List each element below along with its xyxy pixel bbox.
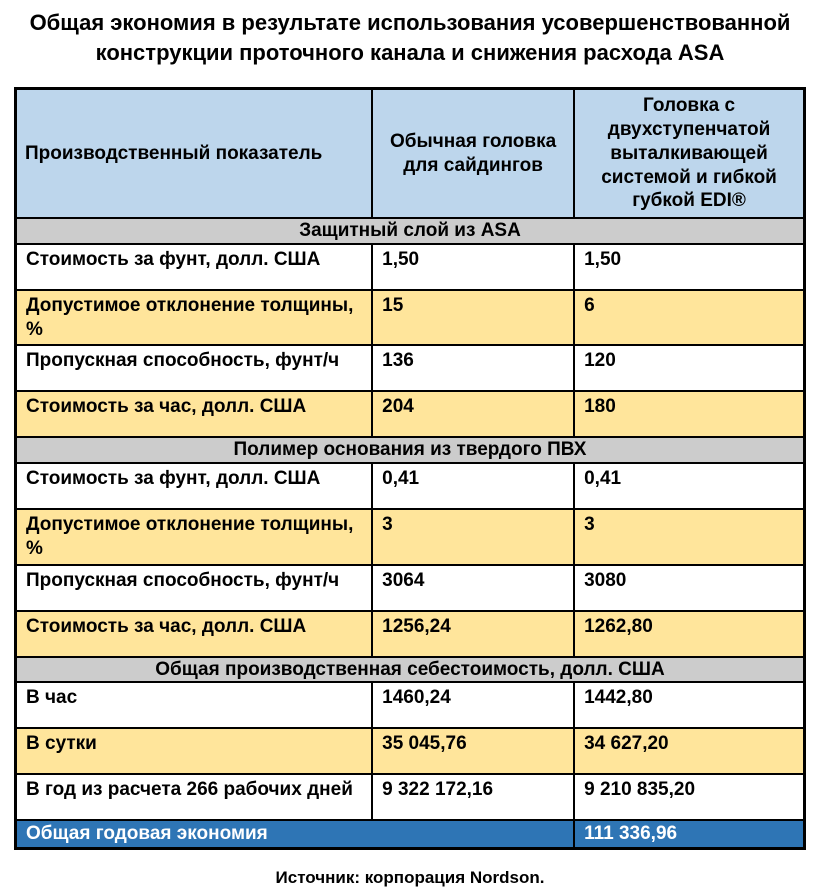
column-header-indicator: Производственный показатель [16, 89, 373, 218]
edi-value: 1262,80 [574, 611, 804, 657]
total-value: 111 336,96 [574, 820, 804, 848]
header-row [16, 89, 805, 218]
conventional-value: 1460,24 [372, 682, 574, 728]
total-label: Общая годовая экономия [16, 820, 575, 848]
conventional-value: 1256,24 [372, 611, 574, 657]
section-title: Полимер основания из твердого ПВХ [16, 437, 805, 463]
row-label: Допустимое отклонение толщины, % [16, 290, 373, 346]
edi-value: 0,41 [574, 463, 804, 509]
table-row [16, 611, 805, 657]
section-title: Защитный слой из ASA [16, 218, 805, 244]
section-header-row [16, 657, 805, 683]
table-row [16, 391, 805, 437]
table-row [16, 345, 805, 391]
savings-table [14, 87, 806, 850]
table-row [16, 244, 805, 290]
edi-value: 34 627,20 [574, 728, 804, 774]
row-label: Пропускная способность, фунт/ч [16, 345, 373, 391]
edi-value: 1442,80 [574, 682, 804, 728]
section-header-row [16, 218, 805, 244]
conventional-value: 15 [372, 290, 574, 346]
conventional-value: 136 [372, 345, 574, 391]
table-row [16, 682, 805, 728]
column-header-edi-head: Головка с двухступенчатой выталкивающей системой и гибкой губкой EDI® [574, 89, 804, 218]
conventional-value: 9 322 172,16 [372, 774, 574, 820]
conventional-value: 1,50 [372, 244, 574, 290]
conventional-value: 3064 [372, 565, 574, 611]
column-header-conventional-head: Обычная головка для сайдингов [372, 89, 574, 218]
edi-value: 3 [574, 509, 804, 565]
conventional-value: 204 [372, 391, 574, 437]
row-label: В сутки [16, 728, 373, 774]
row-label: Допустимое отклонение толщины, % [16, 509, 373, 565]
page-title: Общая экономия в результате использования усовершенствованной конструкции проточного канала и снижения расхода ASA [29, 10, 791, 65]
edi-value: 3080 [574, 565, 804, 611]
table-row [16, 463, 805, 509]
edi-value: 9 210 835,20 [574, 774, 804, 820]
source-note: Источник: корпорация Nordson. [275, 868, 545, 888]
table-row [16, 728, 805, 774]
row-label: Стоимость за час, долл. США [16, 391, 373, 437]
section-header-row [16, 437, 805, 463]
row-label: Пропускная способность, фунт/ч [16, 565, 373, 611]
table-row [16, 509, 805, 565]
table-row [16, 565, 805, 611]
total-row [16, 820, 805, 848]
section-title: Общая производственная себестоимость, долл. США [16, 657, 805, 683]
edi-value: 120 [574, 345, 804, 391]
edi-value: 1,50 [574, 244, 804, 290]
row-label: Стоимость за фунт, долл. США [16, 244, 373, 290]
row-label: Стоимость за фунт, долл. США [16, 463, 373, 509]
table-row [16, 290, 805, 346]
table-row [16, 774, 805, 820]
row-label: В час [16, 682, 373, 728]
conventional-value: 35 045,76 [372, 728, 574, 774]
conventional-value: 0,41 [372, 463, 574, 509]
edi-value: 6 [574, 290, 804, 346]
table-header [16, 89, 805, 218]
row-label: Стоимость за час, долл. США [16, 611, 373, 657]
edi-value: 180 [574, 391, 804, 437]
conventional-value: 3 [372, 509, 574, 565]
row-label: В год из расчета 266 рабочих дней [16, 774, 373, 820]
